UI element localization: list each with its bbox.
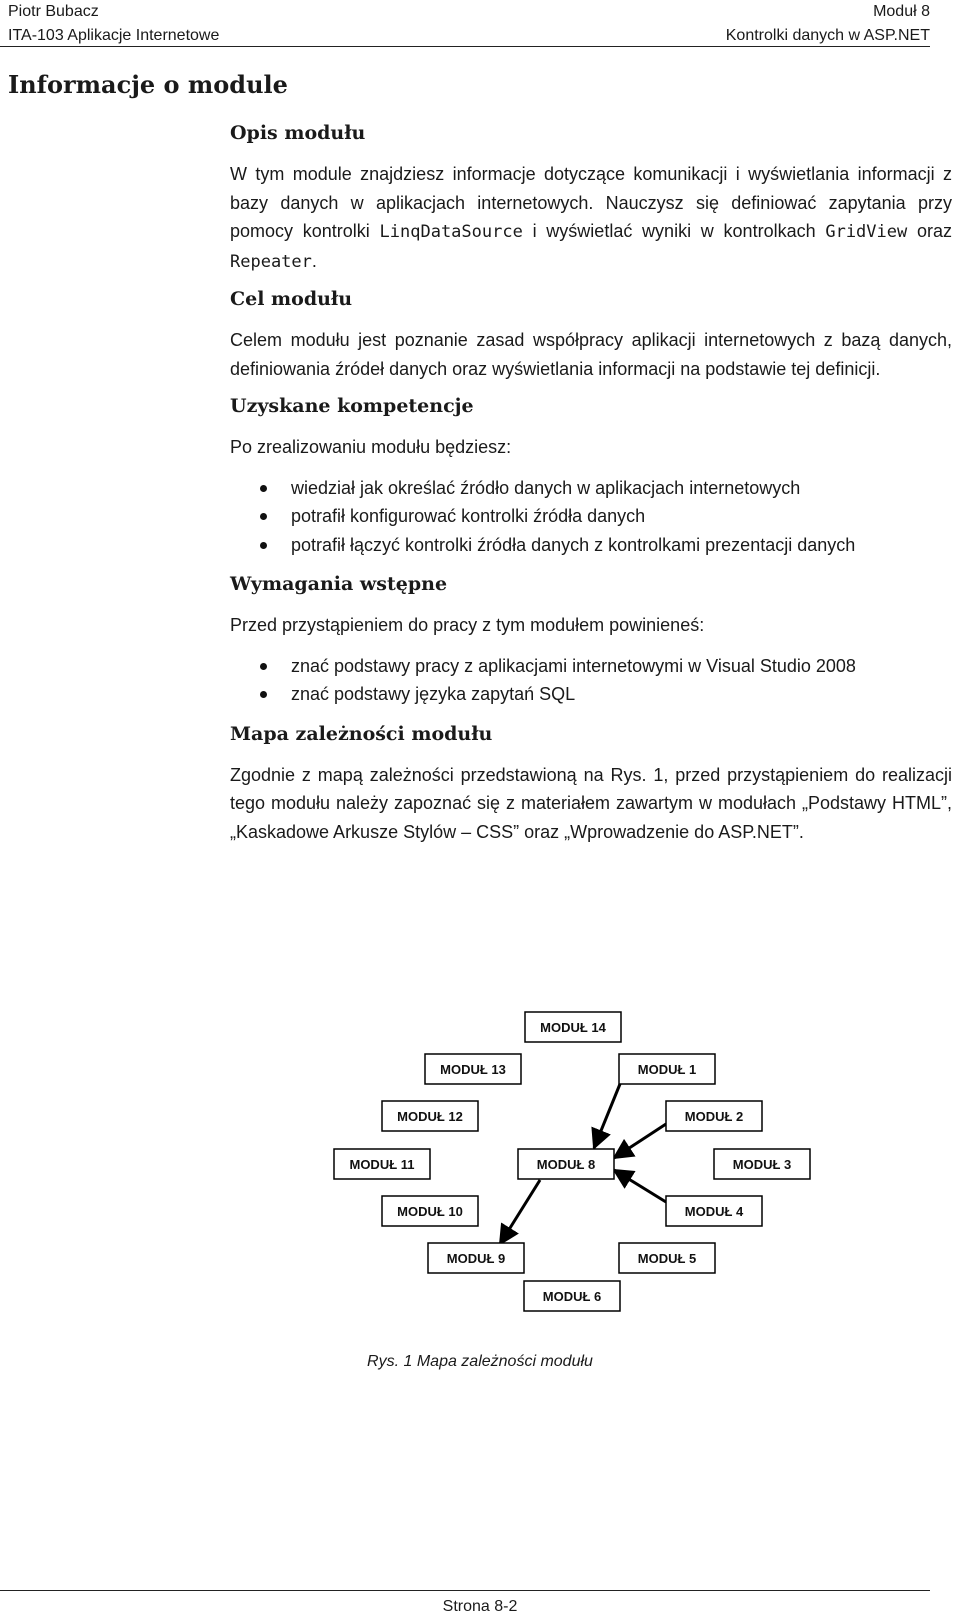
kompetencje-intro: Po zrealizowaniu modułu będziesz: — [230, 437, 512, 457]
code-repeater: Repeater — [230, 251, 312, 272]
diagram-edge-m4-to-m8 — [614, 1170, 666, 1202]
diagram-node-m2 — [666, 1101, 762, 1131]
code-gridview: GridView — [825, 222, 908, 242]
diagram-edge-m8-to-m9 — [500, 1180, 540, 1244]
page-header-left — [8, 0, 219, 48]
page-number: Strona 8-2 — [442, 1598, 518, 1615]
diagram-edge-m2-to-m8 — [614, 1124, 666, 1158]
diagram-nodes — [334, 1012, 810, 1311]
section-heading-opis: Opis modułu — [230, 122, 366, 144]
header-divider — [0, 46, 930, 47]
figure-caption: Rys. 1 Mapa zależności modułu — [367, 1353, 593, 1370]
diagram-node-m13 — [425, 1054, 521, 1084]
diagram-node-label: MODUŁ 8 — [536, 1157, 596, 1172]
opis-text-2: i wyświetlać wyniki w kontrolkach — [522, 221, 826, 241]
wymagania-intro: Przed przystąpieniem do pracy z tym modułem powinieneś: — [230, 615, 705, 635]
wymagania-list — [230, 652, 952, 709]
module-content — [230, 120, 952, 846]
diagram-node-m6 — [524, 1281, 620, 1311]
opis-text-3: oraz — [907, 221, 952, 241]
diagram-node-label: MODUŁ 1 — [637, 1062, 697, 1077]
diagram-node-m8 — [518, 1149, 614, 1179]
footer-divider — [0, 1590, 930, 1591]
mapa-paragraph: Zgodnie z mapą zależności przedstawioną na Rys. 1, przed przystąpieniem do realizacji tego modułu należy zapoznać się z materiałem zawartym w modułach „Podstawy HTML”, „Kaskadowe Arkusze Stylów – CSS” oraz „Wprowadzenie do ASP.NET”. — [230, 764, 952, 842]
list-item: znać podstawy języka zapytań SQL — [230, 680, 952, 709]
list-item: znać podstawy pracy z aplikacjami internetowymi w Visual Studio 2008 — [230, 652, 952, 681]
diagram-node-m11 — [334, 1149, 430, 1179]
diagram-node-m4 — [666, 1196, 762, 1226]
header-module-number: Moduł 8 — [873, 3, 930, 20]
cel-paragraph: Celem modułu jest poznanie zasad współpracy aplikacji internetowych z bazą danych, definiowania źródeł danych oraz wyświetlania informacji na podstawie tej definicji. — [230, 330, 952, 379]
diagram-node-label: MODUŁ 14 — [540, 1020, 606, 1035]
dependency-map-diagram — [0, 1000, 960, 1350]
diagram-node-label: MODUŁ 5 — [637, 1251, 697, 1266]
diagram-node-m14 — [525, 1012, 621, 1042]
header-author: Piotr Bubacz — [8, 3, 99, 20]
section-heading-wymagania: Wymagania wstępne — [230, 573, 448, 595]
diagram-node-m10 — [382, 1196, 478, 1226]
kompetencje-list — [230, 474, 952, 560]
list-item: potrafił konfigurować kontrolki źródła danych — [230, 502, 952, 531]
diagram-node-label: MODUŁ 2 — [684, 1109, 744, 1124]
header-course: ITA-103 Aplikacje Internetowe — [8, 27, 220, 44]
diagram-node-m5 — [619, 1243, 715, 1273]
page-title: Informacje o module — [8, 70, 288, 99]
diagram-node-label: MODUŁ 9 — [446, 1251, 506, 1266]
page-header-right — [726, 0, 930, 48]
list-item: potrafił łączyć kontrolki źródła danych z kontrolkami prezentacji danych — [230, 531, 952, 560]
diagram-node-m12 — [382, 1101, 478, 1131]
diagram-node-label: MODUŁ 3 — [732, 1157, 792, 1172]
opis-text-1: W tym module znajdziesz informacje dotyczące komunikacji i wyświetlania informacji z bazy danych w aplikacjach internetowych. Nauczysz się definiować zapytania przy pomocy kontrolki — [230, 164, 952, 241]
section-heading-kompetencje: Uzyskane kompetencje — [230, 395, 474, 417]
code-linqdatasource: LinqDataSource — [379, 222, 523, 242]
opis-text-4: . — [311, 250, 317, 271]
diagram-node-label: MODUŁ 11 — [349, 1157, 415, 1172]
opis-paragraph — [230, 160, 952, 276]
header-module-title: Kontrolki danych w ASP.NET — [725, 27, 930, 44]
diagram-node-label: MODUŁ 13 — [440, 1062, 506, 1077]
section-heading-mapa: Mapa zależności modułu — [230, 722, 493, 745]
diagram-edge-m1-to-m8 — [594, 1084, 620, 1148]
diagram-node-label: MODUŁ 12 — [397, 1109, 463, 1124]
diagram-node-m3 — [714, 1149, 810, 1179]
section-heading-cel: Cel modułu — [230, 288, 353, 310]
diagram-node-label: MODUŁ 10 — [397, 1204, 463, 1219]
diagram-node-m1 — [619, 1054, 715, 1084]
diagram-node-label: MODUŁ 4 — [684, 1204, 744, 1219]
diagram-node-label: MODUŁ 6 — [542, 1289, 602, 1304]
diagram-node-m9 — [428, 1243, 524, 1273]
list-item: wiedział jak określać źródło danych w aplikacjach internetowych — [230, 474, 952, 503]
